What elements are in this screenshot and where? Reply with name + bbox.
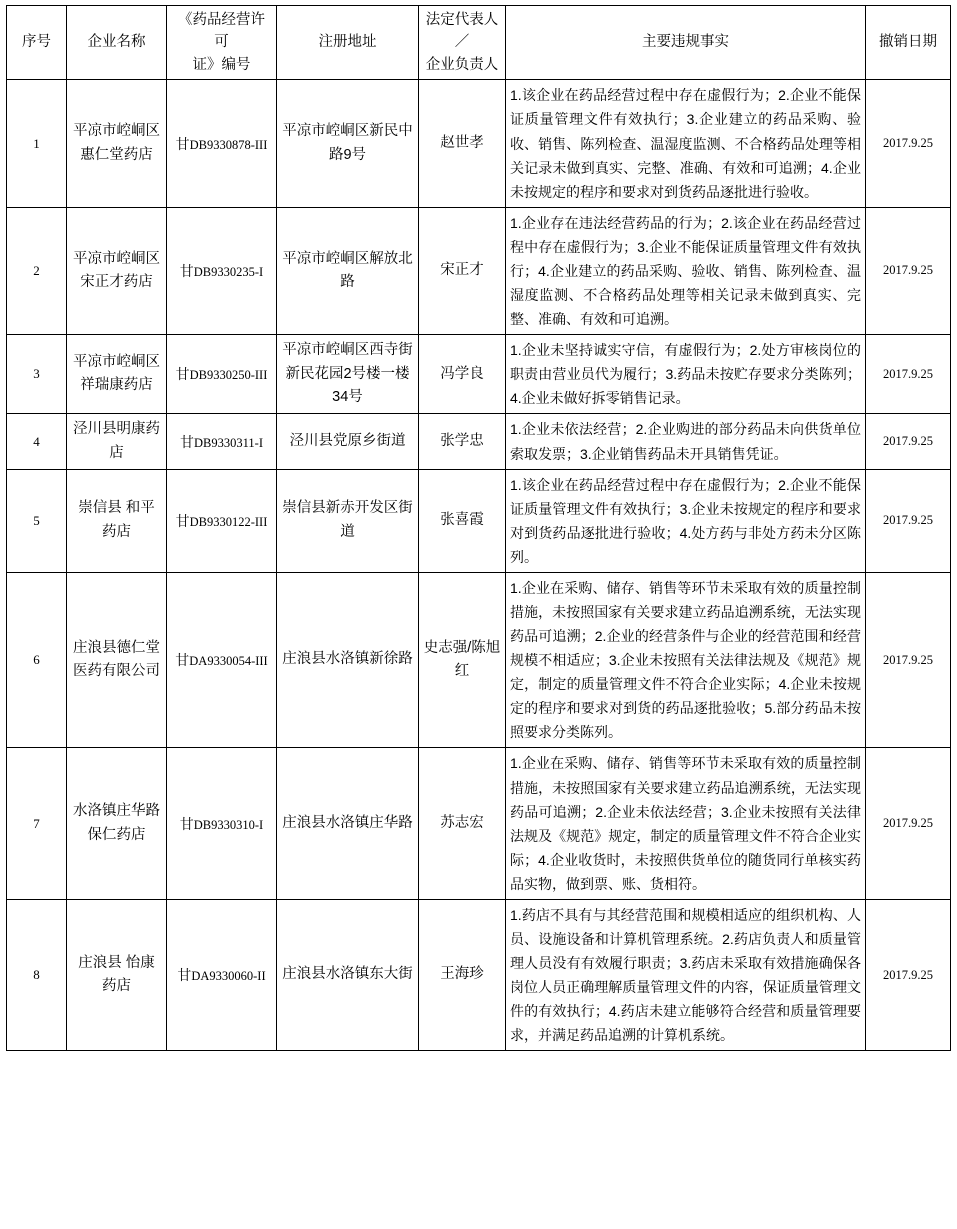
- cell-revocation-date: 2017.9.25: [866, 572, 951, 748]
- cell-company-name: 平凉市崆峒区惠仁堂药店: [67, 80, 167, 207]
- cell-revocation-date: 2017.9.25: [866, 748, 951, 899]
- license-province-prefix: 甘: [175, 366, 190, 383]
- table-row: [7, 899, 951, 1050]
- cell-revocation-date: 2017.9.25: [866, 80, 951, 207]
- table-row: [7, 335, 951, 414]
- table-header: [7, 6, 951, 80]
- column-header-company-name-text: 企业名称: [87, 34, 146, 51]
- cell-legal-person: 冯学良: [419, 335, 506, 414]
- revocation-table: [6, 5, 951, 1051]
- cell-registered-address: 平凉市崆峒区新民中路9号: [277, 80, 419, 207]
- cell-violation-facts: 1.企业未依法经营；2.企业购进的部分药品未向供货单位索取发票；3.企业销售药品未开具销售凭证。: [506, 414, 866, 469]
- column-header-person-line1: 法定代表人／: [425, 12, 499, 51]
- column-header-violation-facts: [506, 6, 866, 80]
- column-header-revocation-date: [866, 6, 951, 80]
- license-province-prefix: 甘: [175, 512, 190, 529]
- cell-legal-person: 赵世孝: [419, 80, 506, 207]
- cell-violation-facts: 1.企业在采购、储存、销售等环节未采取有效的质量控制措施，未按照国家有关要求建立药品追溯系统，无法实现药品可追溯；2.企业的经营条件与企业的经营范围和经营规模不相适应；3.企业未按照有关法律法规及《规范》规定，制定的质量管理文件不符合企业实际；4.企业未按规定的程序和要求对到货的药品逐批验收；5.部分药品未按照要求分类陈列。: [506, 572, 866, 748]
- license-province-prefix: 甘: [177, 967, 192, 984]
- license-code: DA9330060-II: [191, 969, 266, 984]
- cell-violation-facts: 1.该企业在药品经营过程中存在虚假行为；2.企业不能保证质量管理文件有效执行；3.企业未按规定的程序和要求对到货药品逐批进行验收；4.处方药与非处方药未分区陈列。: [506, 469, 866, 572]
- table-row: [7, 80, 951, 207]
- license-code: DB9330122-III: [189, 514, 268, 529]
- license-code: DB9330250-III: [189, 368, 268, 383]
- cell-legal-person: 张喜霞: [419, 469, 506, 572]
- cell-company-name: 崇信县 和平药店: [67, 469, 167, 572]
- cell-revocation-date: 2017.9.25: [866, 414, 951, 469]
- column-header-date-text: 撤销日期: [879, 34, 937, 51]
- license-province-prefix: 甘: [180, 433, 194, 450]
- column-header-license-line2: 证》编号: [192, 56, 251, 73]
- cell-company-name: 水洛镇庄华路保仁药店: [67, 748, 167, 899]
- cell-legal-person: 宋正才: [419, 207, 506, 334]
- cell-sequence-number: 6: [7, 572, 67, 748]
- cell-registered-address: 泾川县党原乡街道: [277, 414, 419, 469]
- cell-license-number: [167, 748, 277, 899]
- cell-registered-address: 平凉市崆峒区解放北路: [277, 207, 419, 334]
- column-header-address: [277, 6, 419, 80]
- column-header-company-name: [67, 6, 167, 80]
- cell-license-number: [167, 335, 277, 414]
- cell-company-name: 平凉市崆峒区宋正才药店: [67, 207, 167, 334]
- cell-registered-address: 平凉市崆峒区西寺街新民花园2号楼一楼34号: [277, 335, 419, 414]
- cell-revocation-date: 2017.9.25: [866, 469, 951, 572]
- license-province-prefix: 甘: [179, 262, 194, 279]
- license-province-prefix: 甘: [175, 135, 190, 152]
- cell-license-number: [167, 207, 277, 334]
- cell-registered-address: 庄浪县水洛镇新徐路: [277, 572, 419, 748]
- column-header-person-line2: 企业负责人: [425, 56, 499, 73]
- cell-sequence-number: 4: [7, 414, 67, 469]
- cell-violation-facts: 1.企业存在违法经营药品的行为；2.该企业在药品经营过程中存在虚假行为；3.企业不能保证质量管理文件有效执行；4.企业建立的药品采购、验收、销售、陈列检查、温湿度监测、不合格药品处理等相关记录未做到真实、完整、准确、有效和可追溯。: [506, 207, 866, 334]
- table-row: [7, 748, 951, 899]
- cell-legal-person: 史志强/陈旭红: [419, 572, 506, 748]
- column-header-seq: [7, 6, 67, 80]
- license-code: DB9330310-I: [193, 817, 264, 832]
- cell-license-number: [167, 80, 277, 207]
- cell-sequence-number: 3: [7, 335, 67, 414]
- cell-sequence-number: 5: [7, 469, 67, 572]
- cell-sequence-number: 8: [7, 899, 67, 1050]
- cell-license-number: [167, 469, 277, 572]
- cell-revocation-date: 2017.9.25: [866, 899, 951, 1050]
- cell-legal-person: 苏志宏: [419, 748, 506, 899]
- cell-sequence-number: 1: [7, 80, 67, 207]
- cell-legal-person: 王海珍: [419, 899, 506, 1050]
- cell-company-name: 平凉市崆峒区祥瑞康药店: [67, 335, 167, 414]
- table-row: [7, 572, 951, 748]
- license-code: DA9330054-III: [189, 654, 268, 669]
- license-province-prefix: 甘: [179, 815, 194, 832]
- cell-violation-facts: 1.该企业在药品经营过程中存在虚假行为；2.企业不能保证质量管理文件有效执行；3.企业建立的药品采购、验收、销售、陈列检查、温湿度监测、不合格药品处理等相关记录未做到真实、完整、准确、有效和可追溯；4.企业未按规定的程序和要求对到货药品逐批进行验收。: [506, 80, 866, 207]
- column-header-facts-text: 主要违规事实: [642, 34, 729, 51]
- license-province-prefix: 甘: [175, 652, 190, 669]
- table-header-row: [7, 6, 951, 80]
- cell-registered-address: 庄浪县水洛镇东大街: [277, 899, 419, 1050]
- column-header-license-line1: 《药品经营许可: [178, 12, 265, 51]
- license-code: DB9330878-III: [189, 137, 268, 152]
- cell-company-name: 庄浪县德仁堂医药有限公司: [67, 572, 167, 748]
- license-code: DB9330235-I: [193, 264, 264, 279]
- column-header-legal-person: [419, 6, 506, 80]
- cell-sequence-number: 2: [7, 207, 67, 334]
- cell-legal-person: 张学忠: [419, 414, 506, 469]
- column-header-license-number: [167, 6, 277, 80]
- license-code: DB9330311-I: [194, 435, 263, 450]
- cell-company-name: 泾川县明康药店: [67, 414, 167, 469]
- cell-company-name: 庄浪县 怡康药店: [67, 899, 167, 1050]
- cell-license-number: [167, 899, 277, 1050]
- table-body: [7, 80, 951, 1051]
- column-header-seq-text: 序号: [22, 34, 51, 51]
- cell-registered-address: 崇信县新赤开发区街道: [277, 469, 419, 572]
- table-row: [7, 469, 951, 572]
- cell-license-number: [167, 572, 277, 748]
- cell-license-number: [167, 414, 277, 469]
- cell-violation-facts: 1.企业在采购、储存、销售等环节未采取有效的质量控制措施，未按照国家有关要求建立药品追溯系统，无法实现药品可追溯；2.企业未依法经营；3.企业未按照有关法律法规及《规范》规定，制定的质量管理文件不符合企业实际；4.企业收货时，未按照供货单位的随货同行单核实药品实物，做到票、账、货相符。: [506, 748, 866, 899]
- cell-registered-address: 庄浪县水洛镇庄华路: [277, 748, 419, 899]
- cell-revocation-date: 2017.9.25: [866, 207, 951, 334]
- column-header-address-text: 注册地址: [318, 34, 377, 51]
- table-row: [7, 207, 951, 334]
- table-row: [7, 414, 951, 469]
- cell-violation-facts: 1.企业未坚持诚实守信，有虚假行为；2.处方审核岗位的职责由营业员代为履行；3.药品未按贮存要求分类陈列；4.企业未做好拆零销售记录。: [506, 335, 866, 414]
- cell-revocation-date: 2017.9.25: [866, 335, 951, 414]
- cell-sequence-number: 7: [7, 748, 67, 899]
- cell-violation-facts: 1.药店不具有与其经营范围和规模相适应的组织机构、人员、设施设备和计算机管理系统。2.药店负责人和质量管理人员没有有效履行职责；3.药店未采取有效措施确保各岗位人员正确理解质量管理文件的内容，保证质量管理文件的有效执行；4.药店未建立能够符合经营和质量管理要求，并满足药品追溯的计算机系统。: [506, 899, 866, 1050]
